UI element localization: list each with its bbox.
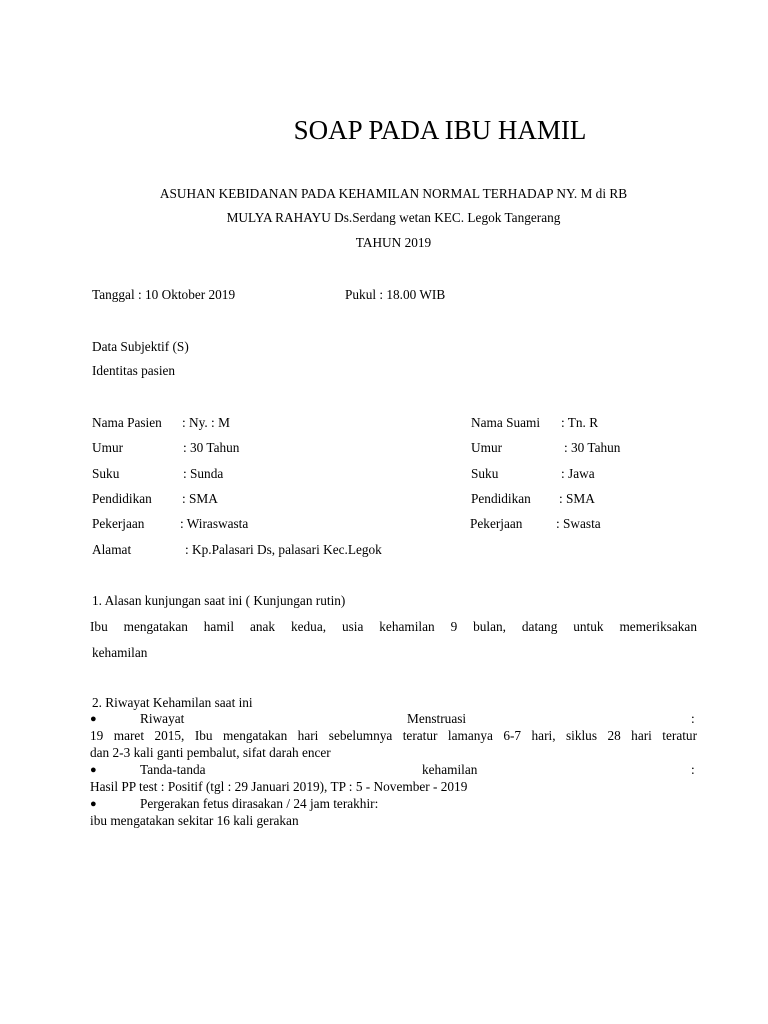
patient-occupation-value: : Wiraswasta [180, 516, 249, 531]
bullet-icon: ● [90, 713, 97, 725]
patient-address-value: : Kp.Palasari Ds, palasari Kec.Legok [185, 542, 382, 557]
section-subjective-subtitle: Identitas pasien [92, 363, 176, 378]
menstrual-label-word-2: Menstruasi [407, 711, 467, 726]
signs-label-word-2: kehamilan [422, 762, 478, 777]
patient-education-value: : SMA [182, 491, 218, 506]
husband-ethnicity-value: : Jawa [561, 466, 595, 481]
menstrual-colon: : [691, 711, 695, 726]
visit-reason-text-line-1: Ibu mengatakan hamil anak kedua, usia kehamilan 9 bulan, datang untuk memeriksakan [90, 619, 697, 634]
document-title: SOAP PADA IBU HAMIL [293, 115, 587, 145]
menstrual-text-line-2: dan 2-3 kali ganti pembalut, sifat darah encer [90, 745, 331, 760]
fetal-movement-text: ibu mengatakan sekitar 16 kali gerakan [90, 813, 299, 828]
time-label: Pukul : 18.00 WIB [345, 287, 446, 302]
husband-occupation-value: : Swasta [556, 516, 601, 531]
patient-age-value: : 30 Tahun [183, 440, 240, 455]
date-label: Tanggal : 10 Oktober 2019 [92, 287, 236, 302]
signs-colon: : [691, 762, 695, 777]
bullet-icon: ● [90, 798, 97, 810]
husband-age-value: : 30 Tahun [564, 440, 621, 455]
signs-label-word-1: Tanda-tanda [140, 762, 206, 777]
menstrual-label-word-1: Riwayat [140, 711, 185, 726]
patient-name-value: : Ny. : M [182, 415, 230, 430]
visit-reason-heading: 1. Alasan kunjungan saat ini ( Kunjungan rutin) [92, 593, 346, 608]
husband-education-value: : SMA [559, 491, 595, 506]
section-subjective-title: Data Subjektif (S) [92, 339, 189, 354]
visit-reason-text-line-2: kehamilan [92, 645, 148, 660]
fetal-movement-label: Pergerakan fetus dirasakan / 24 jam terakhir: [140, 796, 379, 811]
husband-ethnicity-label: Suku [471, 466, 499, 481]
husband-occupation-label: Pekerjaan [470, 516, 523, 531]
menstrual-text-line-1: 19 maret 2015, Ibu mengatakan hari sebelumnya teratur lamanya 6-7 hari, siklus 28 hari teratur [90, 728, 697, 743]
heading-line-2: MULYA RAHAYU Ds.Serdang wetan KEC. Legok Tangerang [226, 210, 561, 225]
bullet-menstrual-history [90, 711, 697, 727]
heading-line-3: TAHUN 2019 [355, 235, 432, 250]
husband-name-label: Nama Suami [471, 415, 541, 430]
patient-education-label: Pendidikan [92, 491, 152, 506]
bullet-icon: ● [90, 764, 97, 776]
patient-occupation-label: Pekerjaan [92, 516, 145, 531]
husband-age-label: Umur [471, 440, 503, 455]
pregnancy-history-heading: 2. Riwayat Kehamilan saat ini [92, 695, 253, 710]
signs-text: Hasil PP test : Positif (tgl : 29 Januari 2019), TP : 5 - November - 2019 [90, 779, 468, 794]
heading-line-1: ASUHAN KEBIDANAN PADA KEHAMILAN NORMAL TERHADAP NY. M di RB [159, 186, 628, 201]
patient-ethnicity-value: : Sunda [183, 466, 224, 481]
patient-address-label: Alamat [92, 542, 132, 557]
husband-education-label: Pendidikan [471, 491, 531, 506]
bullet-fetal-movement [90, 796, 697, 812]
bullet-pregnancy-signs [90, 762, 697, 778]
patient-ethnicity-label: Suku [92, 466, 120, 481]
husband-name-value: : Tn. R [561, 415, 599, 430]
patient-name-label: Nama Pasien [92, 415, 162, 430]
patient-age-label: Umur [92, 440, 124, 455]
